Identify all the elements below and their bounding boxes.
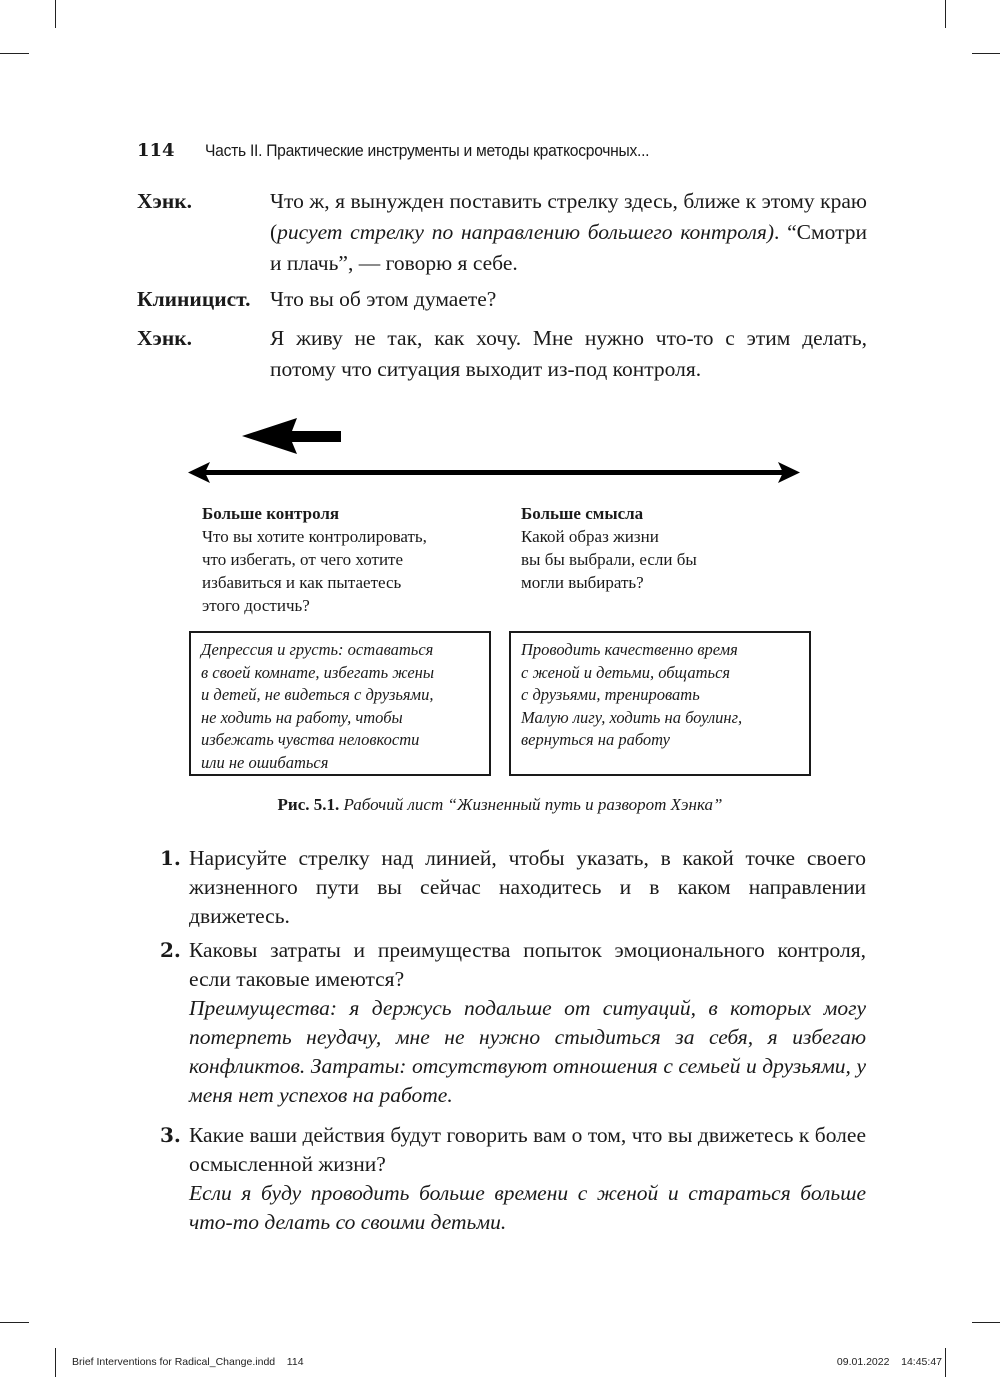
speech-text	[270, 323, 867, 385]
life-path-diagram	[186, 418, 806, 488]
figure-caption	[0, 795, 1000, 815]
control-line: избавиться и как пытаетесь	[202, 573, 402, 592]
crop-mark	[0, 53, 29, 54]
speaker-name: Хэнк.	[137, 326, 192, 350]
meaning-box-line: Малую лигу, ходить на боулинг,	[521, 707, 743, 727]
question-text: Нарисуйте стрелку над линией, чтобы указать, в какой точке своего жизненного пути вы сейчас находитесь и в каком направлении движетесь.	[189, 846, 866, 928]
stage-direction: рисует стрелку по направлению большего контроля)	[277, 220, 774, 244]
control-box-line: и детей, не видеться с друзьями,	[201, 685, 434, 704]
control-line: Что вы хотите контролировать,	[202, 527, 427, 546]
life-path-axis	[188, 462, 800, 483]
control-box-line: избежать чувства неловкости	[201, 730, 420, 749]
speech-segment: Я живу не так, как хочу. Мне нужно что-то с этим делать, потому что ситуация выходит из-под контроля.	[270, 326, 867, 381]
crop-mark	[0, 1322, 29, 1323]
footer-timestamp	[837, 1356, 942, 1368]
speech-text	[270, 284, 867, 315]
page-number: 114	[137, 140, 175, 161]
question-text: Каковы затраты и преимущества попыток эмоционального контроля, если таковые имеются?	[189, 938, 866, 991]
meaning-box-line: вернуться на работу	[521, 730, 671, 749]
control-box-line: не ходить на работу, чтобы	[201, 707, 403, 727]
footer-filename: Brief Interventions for Radical_Change.indd	[72, 1356, 276, 1368]
control-box-line: в своей комнате, избегать жены	[201, 662, 435, 682]
crop-mark	[945, 0, 946, 28]
crop-mark	[55, 0, 56, 28]
control-line: этого достичь?	[202, 596, 310, 615]
meaning-line: Какой образ жизни	[521, 527, 659, 546]
question-text: Какие ваши действия будут говорить вам о том, что вы движетесь к более осмысленной жизни?	[189, 1123, 866, 1176]
control-line: что избегать, от чего хотите	[202, 550, 404, 569]
footer-filename-slug	[72, 1356, 304, 1368]
meaning-heading: Больше смысла	[521, 504, 644, 523]
speech-segment: . “Смотри и плачь”, — говорю я себе.	[270, 220, 867, 275]
running-head	[137, 140, 877, 162]
speech-text	[270, 186, 867, 279]
question-number: 1.	[160, 846, 181, 870]
meaning-line: могли выбирать?	[521, 573, 644, 592]
crop-mark	[945, 1348, 946, 1377]
meaning-line: вы бы выбрали, если бы	[521, 550, 697, 569]
dialog-entry	[137, 186, 867, 279]
caption-text: Рабочий лист “Жизненный путь и разворот Хэнка”	[343, 795, 723, 814]
caption-label: Рис. 5.1.	[277, 795, 340, 814]
meaning-box	[509, 631, 811, 776]
crop-mark	[972, 1322, 1000, 1323]
crop-mark	[972, 53, 1000, 54]
running-head-title: Часть II. Практические инструменты и методы краткосрочных...	[205, 141, 650, 160]
question-item	[160, 1121, 866, 1237]
question-number: 3.	[160, 1123, 181, 1147]
meaning-column	[521, 502, 811, 594]
control-column	[202, 502, 502, 617]
footer-time: 14:45:47	[901, 1356, 942, 1368]
question-number: 2.	[160, 938, 181, 962]
crop-mark	[55, 1348, 56, 1377]
meaning-box-line: Проводить качественно время	[521, 640, 738, 659]
position-arrow-icon	[242, 418, 341, 454]
control-heading: Больше контроля	[202, 504, 340, 523]
meaning-box-line: с женой и детьми, общаться	[521, 662, 731, 682]
question-item	[160, 844, 866, 931]
answer-text: Преимущества: я держусь подальше от ситуаций, в которых могу потерпеть неудачу, мне не нужно стыдиться за себя, я избегаю конфликтов. Затраты: отсутствуют отношения с семьей и друзьями, у меня нет успехов на работе.	[189, 996, 866, 1107]
control-box-line: Депрессия и грусть: оставаться	[201, 640, 434, 659]
footer-page: 114	[286, 1356, 304, 1368]
speaker-name: Клиницист.	[137, 287, 251, 311]
speech-segment: Что вы об этом думаете?	[270, 287, 497, 311]
meaning-box-line: с друзьями, тренировать	[521, 685, 700, 704]
speaker-name: Хэнк.	[137, 189, 192, 213]
speech-segment: Что ж, я вынужден поставить стрелку здесь, ближе к этому краю (	[270, 189, 867, 244]
control-box	[189, 631, 491, 776]
answer-text: Если я буду проводить больше времени с женой и стараться больше что-то делать со своими детьми.	[189, 1181, 866, 1234]
dialog-entry	[137, 284, 867, 315]
control-box-line: или не ошибаться	[201, 752, 329, 772]
dialog-entry	[137, 323, 867, 385]
footer-date: 09.01.2022	[836, 1356, 890, 1368]
question-item	[160, 936, 866, 1110]
